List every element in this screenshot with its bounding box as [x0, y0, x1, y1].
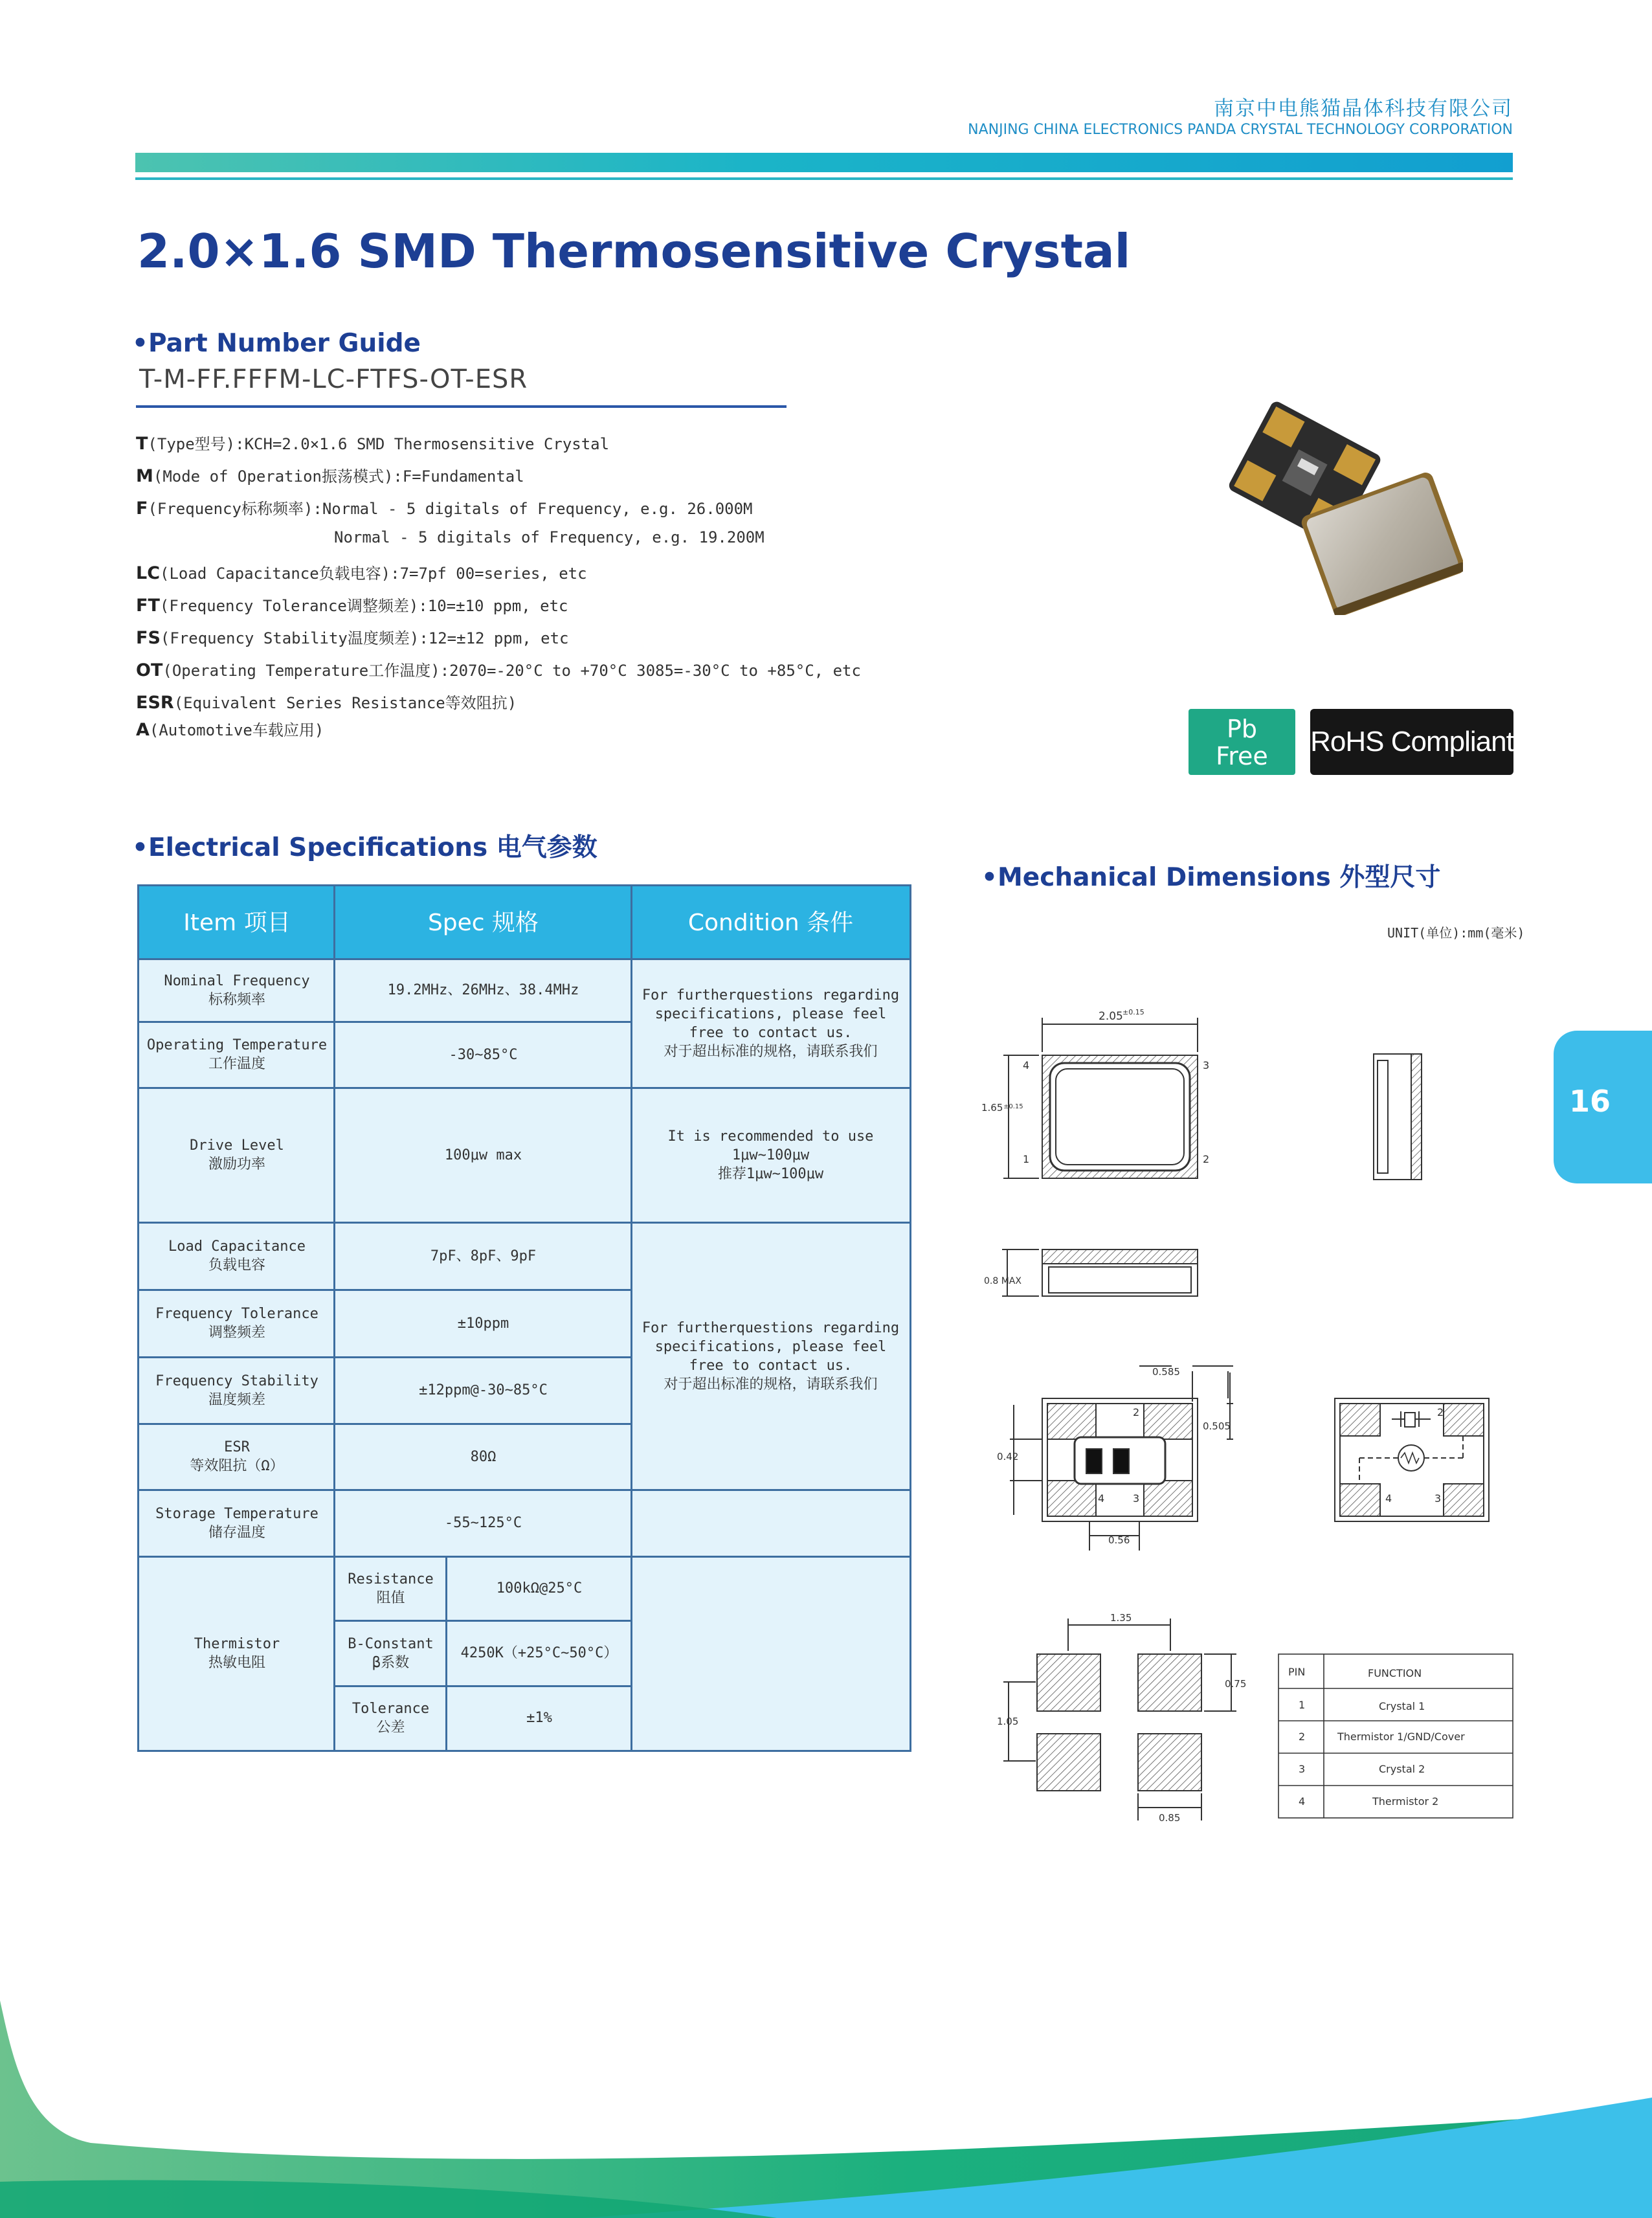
bullet-icon: •: [132, 833, 148, 862]
dim-0505: 0.505: [1203, 1420, 1231, 1432]
table-divider: [445, 1556, 447, 1750]
thermistor-bconstant-label: [335, 1620, 447, 1686]
sub-label-en: Resistance: [348, 1571, 434, 1587]
bottom-pin-2: 2: [1133, 1406, 1140, 1418]
page-title: 2.0×1.6 SMD Thermosensitive Crystal: [137, 224, 1131, 278]
mechanical-drawings: [971, 984, 1521, 1826]
item-operating-temperature: [139, 1022, 335, 1088]
item-load-capacitance: [139, 1222, 335, 1290]
item-frequency-stability: [139, 1357, 335, 1424]
page-number: 16: [1569, 1084, 1611, 1119]
item-esr: [139, 1424, 335, 1490]
condition-contact-1: [632, 959, 910, 1088]
pin-table-function: Crystal 2: [1379, 1763, 1425, 1775]
guide-text: (Mode of Operation振荡模式):F=Fundamental: [153, 467, 524, 486]
guide-key: M: [136, 466, 153, 486]
guide-key: OT: [136, 660, 163, 680]
table-header-item: Item 项目: [139, 886, 335, 959]
condition-line: 1μw~100μw: [731, 1147, 810, 1163]
table-header-condition: Condition 条件: [632, 886, 910, 959]
electrical-spec-table: [137, 884, 911, 1752]
table-divider: [139, 958, 910, 960]
spec-esr: 80Ω: [470, 1448, 497, 1465]
guide-text: (Automotive车载应用): [149, 721, 324, 739]
guide-text: (Frequency标称频率):Normal - 5 digitals of Frequency, e.g. 26.000M: [148, 500, 753, 518]
guide-line-frequency: [136, 496, 753, 519]
pin-table-function: Thermistor 1/GND/Cover: [1337, 1731, 1465, 1743]
condition-line: For furtherquestions regarding: [642, 987, 900, 1003]
condition-line: For furtherquestions regarding: [642, 1319, 900, 1336]
dim-135: 1.35: [1110, 1612, 1132, 1624]
guide-line-type: [136, 431, 609, 454]
table-divider: [335, 1685, 632, 1687]
pb-free-line1: Pb: [1226, 715, 1258, 743]
dim-width: 1.65: [981, 1102, 1003, 1114]
guide-text: (Type型号):KCH=2.0×1.6 SMD Thermosensitive Crystal: [148, 435, 610, 453]
guide-line-frequency-tolerance: [136, 593, 568, 616]
item-label-en: Storage Temperature: [155, 1505, 318, 1522]
part-number-code: T-M-FF.FFFM-LC-FTFS-OT-ESR: [139, 364, 528, 394]
item-label-en: Drive Level: [190, 1137, 284, 1154]
pin-table-pin: 4: [1299, 1795, 1306, 1808]
table-divider: [139, 1289, 632, 1291]
rohs-badge: RoHS Compliant: [1310, 709, 1513, 775]
guide-key: ESR: [136, 693, 174, 713]
table-divider: [139, 1356, 632, 1358]
part-number-guide-heading: [132, 329, 421, 358]
condition-line: 推荐1μw~100μw: [717, 1165, 824, 1182]
dim-height: 0.8 MAX: [984, 1276, 1021, 1286]
guide-line-esr: [136, 690, 517, 713]
item-thermistor: [139, 1556, 335, 1750]
condition-line: specifications, please feel: [654, 1005, 887, 1022]
pb-free-line2: Free: [1216, 742, 1268, 770]
land-pattern-drawing: [1003, 1619, 1236, 1820]
item-label-cn: 工作温度: [208, 1056, 265, 1072]
dim-056: 0.56: [1108, 1534, 1130, 1546]
footer-wave-decoration: [0, 1981, 1652, 2218]
unit-label: UNIT(单位):mm(毫米): [1387, 925, 1525, 941]
table-divider: [139, 1489, 910, 1491]
spec-nominal-frequency: 19.2MHz、26MHz、38.4MHz: [387, 982, 579, 998]
item-label-cn: 负载电容: [208, 1257, 265, 1273]
side-view-drawing: [1374, 1054, 1422, 1180]
table-divider: [139, 1021, 632, 1023]
guide-key: FT: [136, 596, 160, 616]
item-storage-temperature: [139, 1490, 335, 1556]
electrical-heading: [132, 827, 597, 864]
guide-line-frequency-stability: [136, 625, 569, 648]
thermistor-resistance-label: [335, 1556, 447, 1620]
guide-line-operating-temperature: [136, 658, 861, 680]
dim-length-tol: ±0.15: [1122, 1008, 1144, 1016]
condition-line: free to contact us.: [689, 1024, 853, 1041]
bullet-icon: •: [132, 329, 148, 358]
top-pin-1: 1: [1023, 1153, 1030, 1165]
dim-length: 2.05: [1099, 1010, 1123, 1023]
sub-label-en: Tolerance: [352, 1700, 430, 1717]
schematic-pin-3: 3: [1434, 1492, 1442, 1505]
schematic-drawing: [1335, 1398, 1489, 1521]
guide-text: (Load Capacitance负载电容):7=7pf 00=series, etc: [160, 565, 587, 583]
guide-text: Normal - 5 digitals of Frequency, e.g. 19.200M: [334, 528, 765, 546]
condition-line: free to contact us.: [689, 1357, 853, 1374]
pin-table-header-function: FUNCTION: [1368, 1667, 1422, 1679]
item-label-cn: 激励功率: [208, 1156, 265, 1172]
sub-label-cn: β系数: [372, 1654, 410, 1671]
pb-free-badge: [1189, 709, 1295, 775]
dim-085: 0.85: [1159, 1812, 1181, 1824]
thermistor-resistance-value: 100kΩ@25°C: [496, 1580, 583, 1596]
item-drive-level: [139, 1088, 335, 1222]
item-nominal-frequency: [139, 959, 335, 1022]
condition-line: specifications, please feel: [654, 1338, 887, 1355]
pin-table-pin: 3: [1299, 1763, 1306, 1775]
bottom-pin-4: 4: [1098, 1492, 1105, 1505]
dim-0585: 0.585: [1152, 1366, 1180, 1378]
condition-drive-level: [632, 1088, 910, 1222]
guide-key: T: [136, 434, 148, 454]
spec-frequency-tolerance: ±10ppm: [457, 1315, 509, 1332]
spec-frequency-stability: ±12ppm@-30~85°C: [419, 1382, 548, 1398]
dim-075: 0.75: [1225, 1678, 1247, 1690]
bottom-view-drawing: [1010, 1366, 1233, 1551]
item-label-cn: 等效阻抗（Ω）: [190, 1458, 284, 1474]
header-divider: [135, 177, 1513, 180]
dim-width-tol: ±0.15: [1003, 1103, 1023, 1110]
bottom-pin-3: 3: [1133, 1492, 1140, 1505]
company-name-en: NANJING CHINA ELECTRONICS PANDA CRYSTAL TECHNOLOGY CORPORATION: [968, 122, 1513, 138]
item-label-en: Frequency Stability: [155, 1372, 318, 1389]
front-profile-drawing: [1002, 1249, 1198, 1296]
condition-line: 对于超出标准的规格，请联系我们: [664, 1043, 878, 1060]
item-frequency-tolerance: [139, 1290, 335, 1357]
dim-105: 1.05: [997, 1716, 1019, 1727]
page-number-tab: [1554, 1031, 1652, 1183]
part-number-underline: [136, 405, 787, 408]
table-divider: [139, 1222, 910, 1224]
item-label-en: Thermistor: [194, 1635, 280, 1652]
item-label-cn: 热敏电阻: [208, 1654, 265, 1671]
item-label-en: ESR: [224, 1439, 250, 1455]
item-label-en: Frequency Tolerance: [155, 1306, 318, 1322]
item-label-en: Nominal Frequency: [164, 972, 310, 989]
spec-drive-level: 100μw max: [444, 1147, 522, 1163]
electrical-heading-text: Electrical Specifications 电气参数: [148, 833, 597, 862]
bullet-icon: •: [981, 863, 998, 892]
guide-line-automotive: [136, 717, 324, 740]
condition-line: It is recommended to use: [667, 1128, 874, 1145]
item-label-cn: 调整频差: [208, 1325, 265, 1341]
schematic-pin-2: 2: [1437, 1406, 1444, 1418]
guide-line-mode: [136, 464, 524, 486]
guide-key: F: [136, 498, 148, 519]
thermistor-bconstant-value: 4250K（+25°C~50°C）: [460, 1645, 618, 1661]
table-divider: [139, 1423, 632, 1425]
guide-key: FS: [136, 628, 161, 648]
part-number-guide-heading-text: Part Number Guide: [148, 329, 421, 358]
table-header-spec: Spec 规格: [335, 886, 632, 959]
sub-label-en: B-Constant: [348, 1635, 434, 1652]
company-name-cn: 南京中电熊猫晶体科技有限公司: [1214, 97, 1513, 120]
pin-table-function: Crystal 1: [1379, 1700, 1425, 1712]
item-label-cn: 标称频率: [208, 991, 265, 1008]
dim-042: 0.42: [997, 1451, 1019, 1462]
guide-key: LC: [136, 563, 161, 583]
pin-table-header-pin: PIN: [1288, 1666, 1306, 1678]
item-label-cn: 储存温度: [208, 1524, 265, 1541]
spec-operating-temperature: -30~85°C: [449, 1046, 518, 1063]
item-label-en: Load Capacitance: [168, 1238, 306, 1255]
top-pin-4: 4: [1023, 1059, 1030, 1071]
table-divider: [139, 1087, 910, 1089]
spec-storage-temperature: -55~125°C: [444, 1515, 522, 1531]
sub-label-cn: 阻值: [376, 1589, 405, 1606]
guide-text: (Equivalent Series Resistance等效阻抗): [173, 694, 517, 712]
condition-line: 对于超出标准的规格，请联系我们: [664, 1376, 878, 1393]
crystal-product-photo: [1217, 401, 1463, 615]
header-gradient-bar: [135, 153, 1513, 172]
guide-line-load-capacitance: [136, 561, 587, 583]
top-pin-3: 3: [1203, 1059, 1210, 1071]
mechanical-heading: [981, 857, 1440, 893]
mechanical-heading-text: Mechanical Dimensions 外型尺寸: [997, 863, 1441, 892]
table-divider: [335, 1620, 632, 1622]
item-label-en: Operating Temperature: [146, 1037, 328, 1053]
guide-key: A: [136, 720, 150, 740]
table-divider: [139, 1556, 910, 1558]
spec-load-capacitance: 7pF、8pF、9pF: [430, 1248, 537, 1264]
guide-text: (Operating Temperature工作温度):2070=-20°C to +70°C 3085=-30°C to +85°C, etc: [162, 662, 861, 680]
pin-table-function: Thermistor 2: [1372, 1795, 1439, 1808]
pin-table-pin: 1: [1299, 1699, 1306, 1711]
guide-text: (Frequency Tolerance调整频差):10=±10 ppm, etc: [159, 597, 568, 615]
condition-contact-2: [632, 1222, 910, 1490]
top-pin-2: 2: [1203, 1153, 1210, 1165]
guide-line-frequency-2: [334, 528, 765, 546]
pin-table-pin: 2: [1299, 1731, 1306, 1743]
thermistor-tolerance-label: [335, 1686, 447, 1750]
top-view-drawing: [1003, 1018, 1198, 1178]
thermistor-tolerance-value: ±1%: [526, 1710, 552, 1726]
guide-text: (Frequency Stability温度频差):12=±12 ppm, etc: [160, 629, 569, 647]
schematic-pin-4: 4: [1385, 1492, 1392, 1505]
sub-label-cn: 公差: [376, 1719, 405, 1736]
item-label-cn: 温度频差: [208, 1391, 265, 1408]
